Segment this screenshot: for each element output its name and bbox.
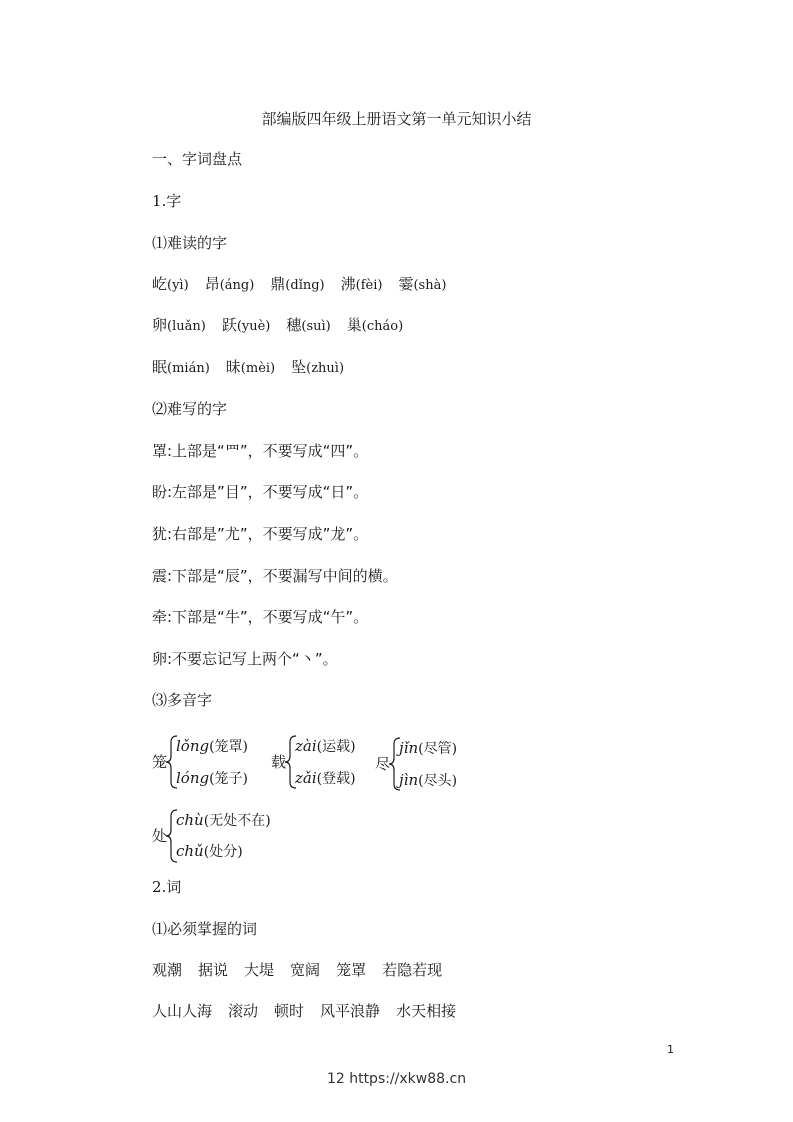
char: 屹 xyxy=(152,275,168,293)
polyphone-char: 尽 xyxy=(375,755,391,773)
polyphone-reading: lǒng(笼罩) xyxy=(176,737,249,755)
pinyin: (mèi) xyxy=(240,361,276,376)
polyphone-group xyxy=(271,734,381,794)
heading-must-master-words: ⑴必须掌握的词 xyxy=(152,920,258,938)
word: 宽阔 xyxy=(290,961,321,979)
word: 水天相接 xyxy=(396,1002,457,1020)
document-title: 部编版四年级上册语文第一单元知识小结 xyxy=(261,110,532,128)
hard-write-item: 罩:上部是“罒”，不要写成“四”。 xyxy=(152,442,369,460)
char: 坠 xyxy=(291,358,307,376)
word: 大堤 xyxy=(244,961,275,979)
polyphone-char: 载 xyxy=(271,753,287,771)
word-list-row-2 xyxy=(152,1001,472,1021)
word-list-row-1 xyxy=(152,960,458,980)
char: 眠 xyxy=(152,358,168,376)
polyphone-reading: jìn(尽头) xyxy=(399,771,458,789)
polyphone-group xyxy=(152,808,312,868)
char: 卵 xyxy=(152,316,168,334)
word: 笼罩 xyxy=(336,961,367,979)
heading-polyphones: ⑶多音字 xyxy=(152,691,213,709)
pinyin: (yuè) xyxy=(236,319,271,334)
pinyin: (dǐng) xyxy=(285,278,325,293)
polyphone-reading: zǎi(登载) xyxy=(295,769,356,787)
hard-write-item: 牵:下部是“牛”，不要写成“午”。 xyxy=(152,608,369,626)
char: 沸 xyxy=(340,275,356,293)
footer-watermark: 12 https://xkw88.cn xyxy=(326,1071,467,1087)
pinyin: (zhuì) xyxy=(306,361,345,376)
subsection-characters: 1.字 xyxy=(152,192,182,210)
word: 人山人海 xyxy=(152,1002,213,1020)
hard-write-item: 犹:右部是”尤”，不要写成”龙”。 xyxy=(152,525,369,543)
hard-read-row-1 xyxy=(152,274,462,296)
word: 滚动 xyxy=(228,1002,259,1020)
word: 顿时 xyxy=(274,1002,305,1020)
hard-write-item: 震:下部是“辰”，不要漏写中间的横。 xyxy=(152,567,398,585)
polyphone-group xyxy=(152,734,272,794)
word: 据说 xyxy=(198,961,229,979)
char: 昧 xyxy=(225,358,241,376)
polyphone-reading: chǔ(处分) xyxy=(176,842,243,860)
char: 跃 xyxy=(221,316,237,334)
subsection-words: 2.词 xyxy=(152,878,182,896)
page-number: 1 xyxy=(667,1043,674,1056)
pinyin: (luǎn) xyxy=(167,319,206,334)
heading-hard-to-read: ⑴难读的字 xyxy=(152,234,228,252)
polyphone-reading: zài(运载) xyxy=(295,737,356,755)
hard-write-item: 盼:左部是”目”，不要写成“日”。 xyxy=(152,483,369,501)
pinyin: (cháo) xyxy=(361,319,404,334)
hard-read-row-3 xyxy=(152,357,360,379)
char: 鼎 xyxy=(270,275,286,293)
polyphone-char: 处 xyxy=(152,827,168,845)
char: 霎 xyxy=(398,275,414,293)
word: 若隐若现 xyxy=(382,961,443,979)
pinyin: (shà) xyxy=(413,278,447,293)
pinyin: (fèi) xyxy=(355,278,383,293)
polyphone-group xyxy=(375,736,485,796)
pinyin: (suì) xyxy=(301,319,331,334)
polyphone-reading: jǐn(尽管) xyxy=(399,739,458,757)
hard-read-row-2 xyxy=(152,315,419,337)
heading-hard-to-write: ⑵难写的字 xyxy=(152,400,228,418)
char: 穗 xyxy=(286,316,302,334)
polyphone-char: 笼 xyxy=(152,753,168,771)
pinyin: (mián) xyxy=(167,361,210,376)
polyphone-reading: chù(无处不在) xyxy=(176,811,271,829)
hard-write-item: 卵:不要忘记写上两个“丶”。 xyxy=(152,650,338,668)
char: 巢 xyxy=(346,316,362,334)
section-heading-1: 一、字词盘点 xyxy=(152,150,243,168)
char: 昂 xyxy=(204,275,220,293)
polyphone-reading: lóng(笼子) xyxy=(176,769,249,787)
word: 观潮 xyxy=(152,961,183,979)
pinyin: (yì) xyxy=(167,278,189,293)
word: 风平浪静 xyxy=(320,1002,381,1020)
pinyin: (áng) xyxy=(219,278,255,293)
